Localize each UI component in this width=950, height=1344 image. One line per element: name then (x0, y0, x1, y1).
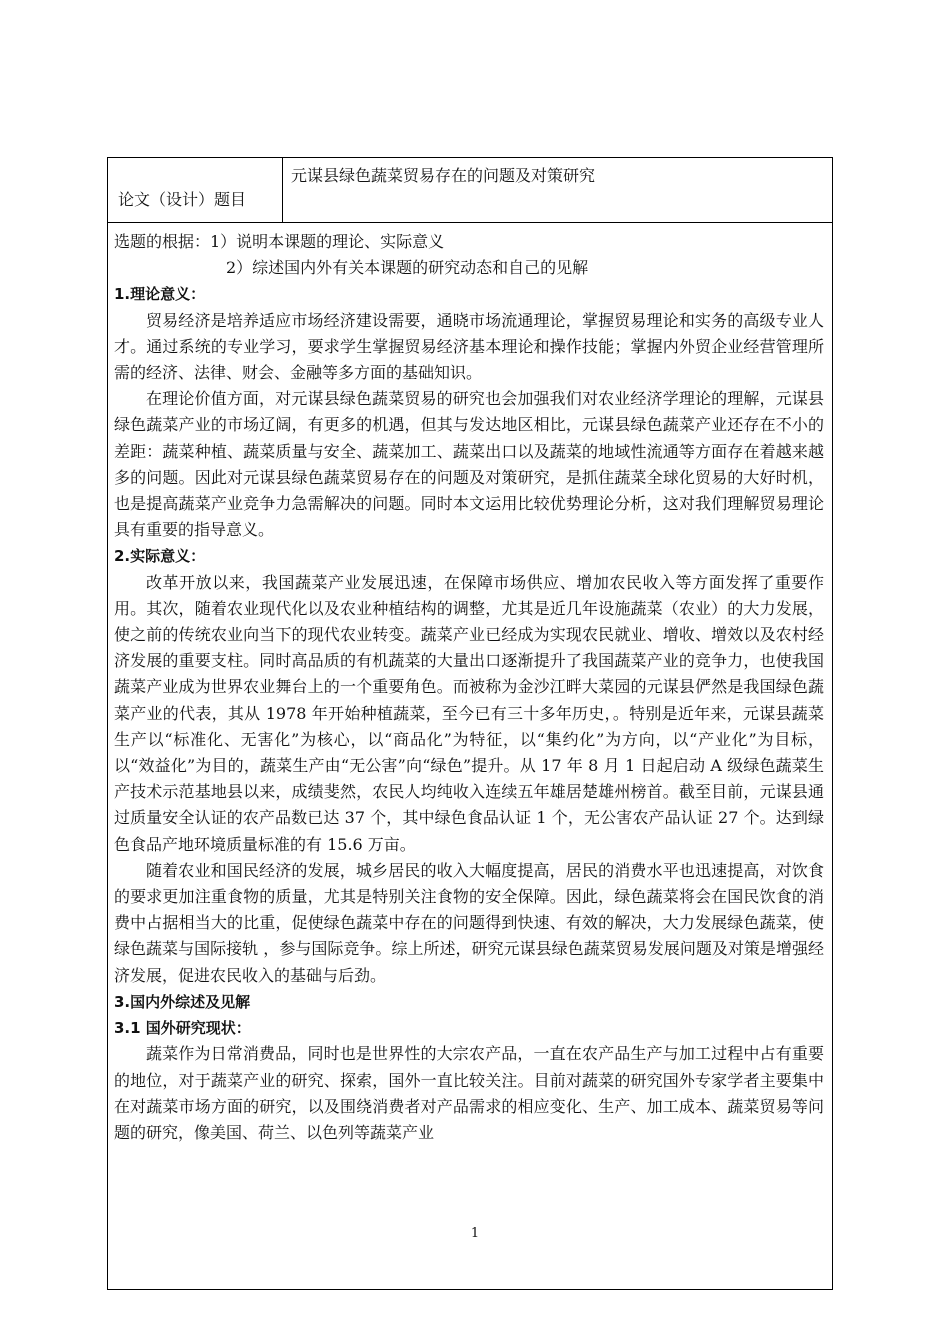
page-number: 1 (470, 1226, 480, 1241)
section-2-heading: 2.实际意义： (114, 547, 206, 566)
basis-line-1: 选题的根据：1）说明本课题的理论、实际意义 (114, 232, 445, 251)
section-1-paragraph-1: 贸易经济是培养适应市场经济建设需要，通晓市场流通理论，掌握贸易理论和实务的高级专业人才。通过系统的专业学习，要求学生掌握贸易经济基本理论和操作技能；掌握内外贸企业经营管理所需的经济、法律、财会、金融等多方面的基础知识。 (114, 310, 824, 383)
section-3-1-heading: 3.1 国外研究现状： (114, 1019, 251, 1038)
section-1-heading: 1.理论意义： (114, 285, 206, 304)
proposal-form-table (107, 157, 833, 1290)
title-row (108, 158, 833, 223)
basis-line-2: 2）综述国内外有关本课题的研究动态和自己的见解 (226, 258, 589, 278)
proposal-body (108, 223, 833, 1290)
section-1-paragraph-2: 在理论价值方面，对元谋县绿色蔬菜贸易的研究也会加强我们对农业经济学理论的理解，元谋县绿色蔬菜产业的市场辽阔，有更多的机遇，但其与发达地区相比，元谋县绿色蔬菜产业还存在不小的差距：蔬菜种植、蔬菜质量与安全、蔬菜加工、蔬菜出口以及蔬菜的地域性流通等方面存在着越来越多的问题。因此对元谋县绿色蔬菜贸易存在的问题及对策研究，是抓住蔬菜全球化贸易的大好时机，也是提高蔬菜产业竞争力急需解决的问题。同时本文运用比较优势理论分析，这对我们理解贸易理论具有重要的指导意义。 (114, 389, 824, 540)
section-3-1-paragraph-1: 蔬菜作为日常消费品，同时也是世界性的大宗农产品，一直在农产品生产与加工过程中占有重要的地位，对于蔬菜产业的研究、探索，国外一直比较关注。目前对蔬菜的研究国外专家学者主要集中在对蔬菜市场方面的研究，以及围绕消费者对产品需求的相应变化、生产、加工成本、蔬菜贸易等问题的研究，像美国、荷兰、以色列等蔬菜产业 (114, 1044, 824, 1142)
content-row (108, 223, 833, 1290)
thesis-title-label: 论文（设计）题目 (108, 158, 283, 223)
section-2-paragraph-1: 改革开放以来，我国蔬菜产业发展迅速，在保障市场供应、增加农民收入等方面发挥了重要作用。其次，随着农业现代化以及农业种植结构的调整，尤其是近几年设施蔬菜（农业）的大力发展，使之前的传统农业向当下的现代农业转变。蔬菜产业已经成为实现农民就业、增收、增效以及农村经济发展的重要支柱。同时高品质的有机蔬菜的大量出口逐渐提升了我国蔬菜产业的竞争力，也使我国蔬菜产业成为世界农业舞台上的一个重要角色。而被称为金沙江畔大菜园的元谋县俨然是我国绿色蔬菜产业的代表，其从 1978 年开始种植蔬菜，至今已有三十多年历史，。特别是近年来，元谋县蔬菜生产以“标准化、无害化”为核心，以“商品化”为特征，以“集约化”为方向，以“产业化”为目标，以“效益化”为目的，蔬菜生产由“无公害”向“绿色”提升。从 17 年 8 月 1 日起启动 A 级绿色蔬菜生产技术示范基地县以来，成绩斐然，农民人均纯收入连续五年雄居楚雄州榜首。截至目前，元谋县通过质量安全认证的农产品数已达 37 个，其中绿色食品认证 1 个，无公害农产品认证 27 个。达到绿色食品产地环境质量标准的有 15.6 万亩。 (114, 572, 824, 854)
section-2-paragraph-2: 随着农业和国民经济的发展，城乡居民的收入大幅度提高，居民的消费水平也迅速提高，对饮食的要求更加注重食物的质量，尤其是特别关注食物的安全保障。因此，绿色蔬菜将会在国民饮食的消费中占据相当大的比重，促使绿色蔬菜中存在的问题得到快速、有效的解决，大力发展绿色蔬菜，使绿色蔬菜与国际接轨 ，参与国际竞争。综上所述，研究元谋县绿色蔬菜贸易发展问题及对策是增强经济发展，促进农民收入的基础与后劲。 (114, 860, 824, 985)
thesis-title-value: 元谋县绿色蔬菜贸易存在的问题及对策研究 (283, 158, 833, 223)
section-3-heading: 3.国内外综述及见解 (114, 992, 251, 1011)
